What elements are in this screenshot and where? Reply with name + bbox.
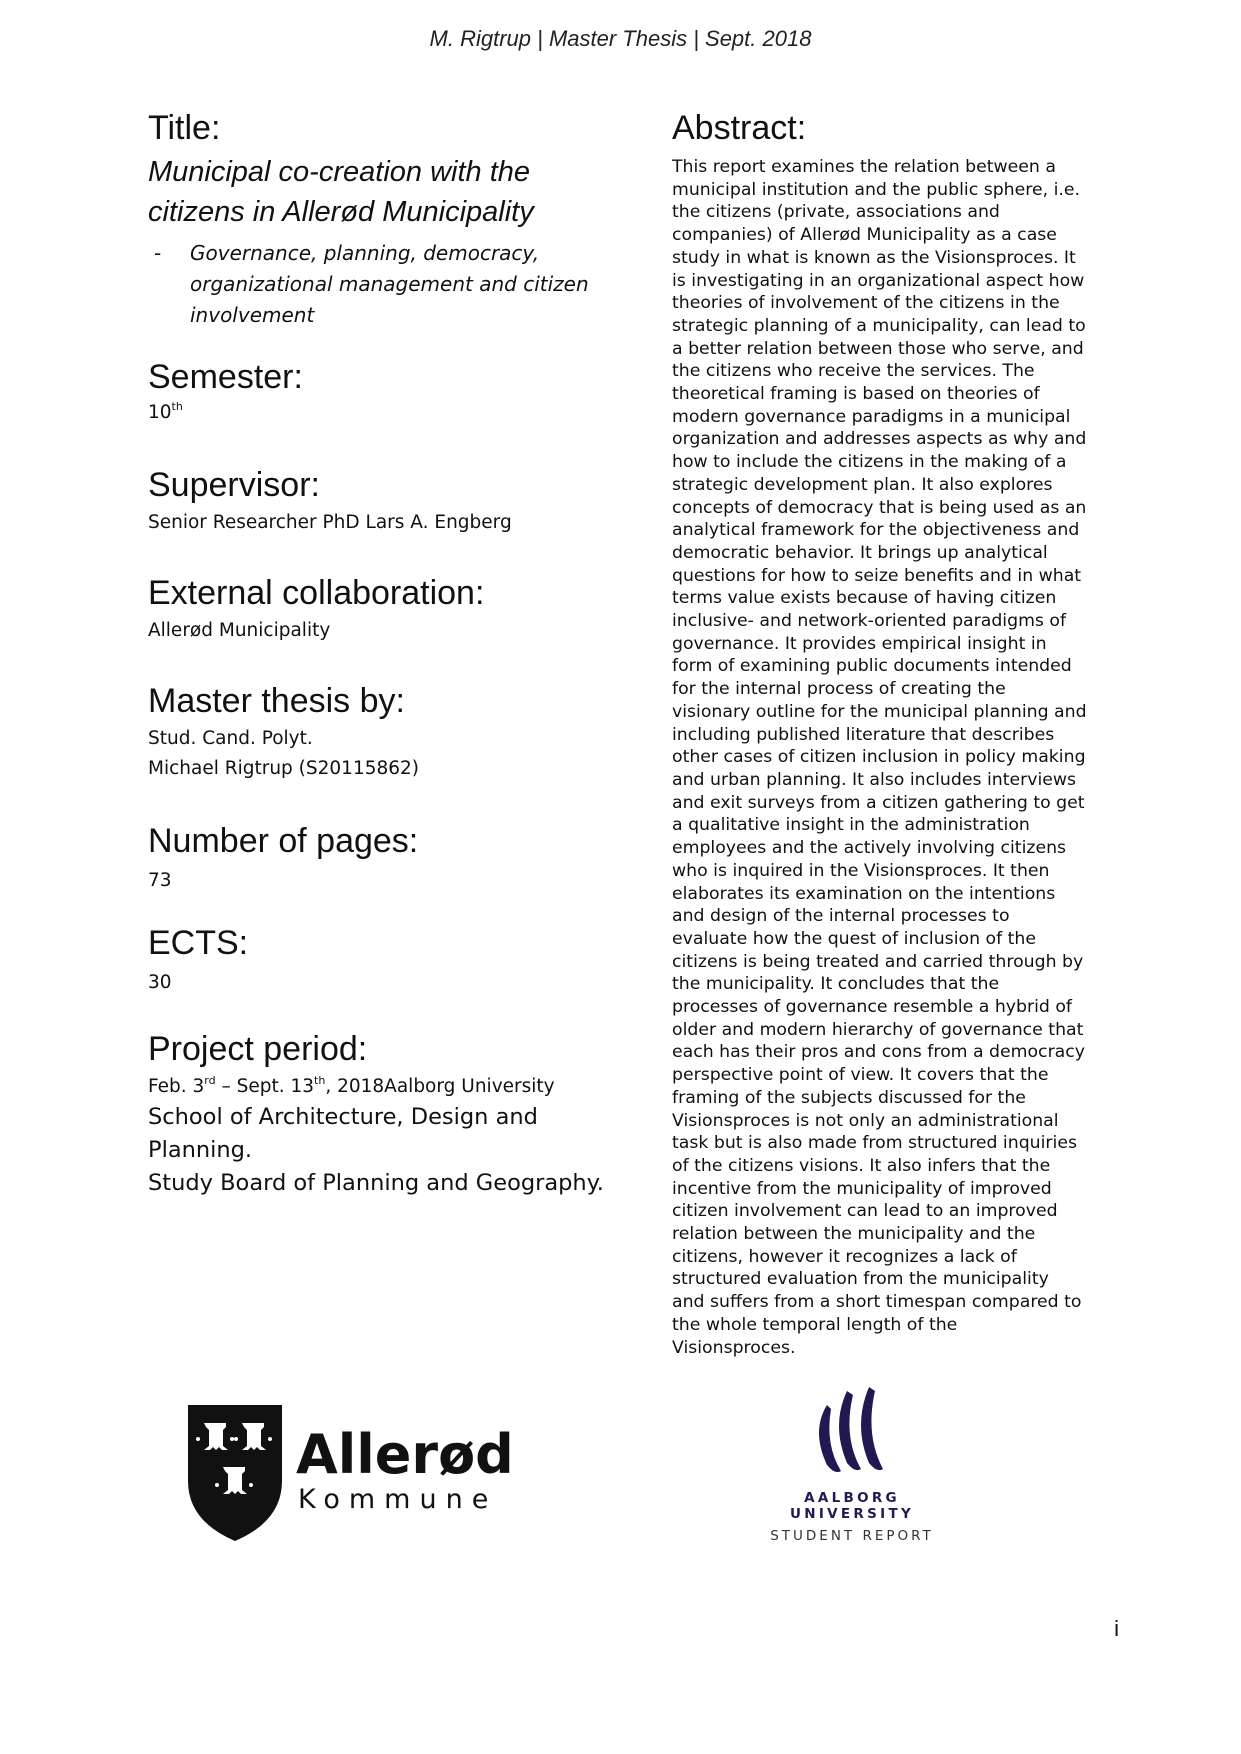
- abstract-line: task but is also made from structured inquiries: [672, 1133, 1077, 1154]
- abstract-line: form of examining public documents intended: [672, 656, 1072, 677]
- thesis-title-line: Municipal co-creation with the: [148, 156, 531, 188]
- aau-student-report: STUDENT REPORT: [770, 1528, 934, 1544]
- abstract-line: terms value exists because of having citizen: [672, 588, 1057, 609]
- abstract-line: perspective point of view. It covers that the: [672, 1065, 1049, 1086]
- pages-heading: Number of pages:: [148, 822, 419, 860]
- metadata-column: [148, 108, 618, 1200]
- abstract-line: the citizens (private, associations and: [672, 202, 1000, 223]
- period-year-university: , 2018Aalborg University: [325, 1076, 555, 1097]
- author-line: Michael Rigtrup (S20115862): [148, 758, 420, 779]
- institution-line: Study Board of Planning and Geography.: [148, 1170, 604, 1196]
- abstract-line: democratic behavior. It brings up analytical: [672, 542, 1048, 563]
- aau-wave-icon: [807, 1385, 897, 1477]
- abstract-line: and design of the internal processes to: [672, 906, 1010, 927]
- abstract-line: companies) of Allerød Municipality as a case: [672, 225, 1057, 246]
- institution-line: Planning.: [148, 1137, 253, 1163]
- subtitle-dash: -: [154, 241, 162, 265]
- abstract-line: evaluate how the quest of inclusion of the: [672, 928, 1037, 949]
- abstract-line: of the citizens visions. It also infers that the: [672, 1155, 1051, 1176]
- abstract-line: older and modern hierarchy of governance that: [672, 1019, 1084, 1040]
- abstract-line: and exit surveys from a citizen gathering to get: [672, 792, 1085, 813]
- abstract-line: employees and the actively involving citizens: [672, 838, 1067, 859]
- abstract-line: strategic planning of a municipality, can lead to: [672, 315, 1086, 336]
- abstract-line: and suffers from a short timespan compared to: [672, 1292, 1082, 1313]
- abstract-line: citizens, however it recognizes a lack of: [672, 1246, 1017, 1267]
- abstract-line: theoretical framing is based on theories of: [672, 384, 1040, 405]
- subtitle-line: organizational management and citizen: [190, 272, 589, 296]
- abstract-line: who is inquired in the Visionsproces. It then: [672, 860, 1050, 881]
- project-period-heading: Project period:: [148, 1030, 368, 1068]
- abstract-line: strategic development plan. It also explores: [672, 474, 1053, 495]
- abstract-line: This report examines the relation between a: [672, 157, 1056, 177]
- period-end-suffix: th: [314, 1074, 326, 1087]
- abstract-line: the whole temporal length of the: [672, 1314, 958, 1335]
- abstract-line: and urban planning. It also includes interviews: [672, 769, 1077, 790]
- abstract-line: a better relation between those who serve, and: [672, 338, 1084, 359]
- semester-suffix: th: [171, 400, 183, 413]
- aalborg-university-logo: [742, 1385, 962, 1555]
- abstract-line: structured evaluation from the municipality: [672, 1269, 1049, 1290]
- abstract-line: processes of governance resemble a hybrid of: [672, 997, 1072, 1018]
- abstract-line: the citizens who receive the services. The: [672, 361, 1035, 382]
- subtitle-line: involvement: [190, 303, 315, 327]
- allerod-wordmark: Allerød: [296, 1423, 514, 1486]
- allerod-coat-of-arms-icon: [186, 1403, 526, 1543]
- abstract-line: Visionsproces.: [672, 1337, 796, 1358]
- abstract-line: for the internal process of creating the: [672, 679, 1006, 700]
- period-start: Feb. 3: [148, 1076, 205, 1097]
- abstract-line: modern governance paradigms in a municipal: [672, 406, 1071, 427]
- abstract-line: study in what is known as the Visionsproces. It: [672, 247, 1076, 268]
- external-collaboration-heading: External collaboration:: [148, 574, 485, 612]
- thesis-subtitle: [148, 238, 618, 331]
- ects-value: 30: [148, 972, 172, 993]
- semester-number: 10: [148, 402, 172, 423]
- abstract-line: other cases of citizen inclusion in policy making: [672, 747, 1086, 768]
- abstract-line: municipal institution and the public sphere, i.e.: [672, 179, 1081, 200]
- abstract-line: each has their pros and cons from a democracy: [672, 1042, 1085, 1063]
- abstract-heading: Abstract:: [672, 109, 807, 147]
- institution-line: School of Architecture, Design and: [148, 1104, 538, 1130]
- author-line: Stud. Cand. Polyt.: [148, 728, 313, 749]
- abstract-line: incentive from the municipality of improved: [672, 1178, 1052, 1199]
- abstract-column: [672, 108, 1142, 1359]
- running-header: M. Rigtrup | Master Thesis | Sept. 2018: [429, 26, 812, 51]
- ects-heading: ECTS:: [148, 924, 249, 962]
- abstract-line: governance. It provides empirical insight in: [672, 633, 1047, 654]
- abstract-line: relation between the municipality and the: [672, 1224, 1036, 1245]
- pages-value: 73: [148, 870, 172, 891]
- title-heading: Title:: [148, 109, 221, 147]
- abstract-line: analytical framework for the objectiveness and: [672, 520, 1080, 541]
- abstract-line: inclusive- and network-oriented paradigms of: [672, 611, 1067, 632]
- project-period-value: [148, 1073, 618, 1101]
- kommune-wordmark: Kommune: [298, 1484, 498, 1515]
- semester-heading: Semester:: [148, 358, 303, 396]
- abstract-line: framing of the subjects discussed for the: [672, 1087, 1026, 1108]
- thesis-title: [148, 152, 618, 232]
- allerod-kommune-logo: [186, 1403, 526, 1543]
- period-end: – Sept. 13: [215, 1076, 315, 1097]
- external-collaboration-value: Allerød Municipality: [148, 620, 331, 641]
- abstract-line: citizen involvement can lead to an improved: [672, 1201, 1058, 1222]
- abstract-line: Visionsproces is not only an administrational: [672, 1110, 1059, 1131]
- abstract-line: concepts of democracy that is being used as an: [672, 497, 1087, 518]
- abstract-line: theories of involvement of the citizens in the: [672, 293, 1060, 314]
- abstract-line: a qualitative insight in the administration: [672, 815, 1030, 836]
- abstract-line: how to include the citizens in the making of a: [672, 452, 1067, 473]
- abstract-text: [672, 156, 1142, 1359]
- abstract-line: questions for how to seize benefits and in what: [672, 565, 1082, 586]
- abstract-line: visionary outline for the municipal planning and: [672, 701, 1087, 722]
- aau-name: AALBORG UNIVERSITY: [789, 1490, 915, 1522]
- abstract-line: is investigating in an organizational aspect how: [672, 270, 1085, 291]
- abstract-line: the municipality. It concludes that the: [672, 974, 1000, 995]
- page-number: i: [1114, 1616, 1119, 1641]
- period-start-suffix: rd: [204, 1074, 216, 1087]
- author-heading: Master thesis by:: [148, 682, 405, 720]
- thesis-title-line: citizens in Allerød Municipality: [148, 196, 534, 228]
- semester-value: [148, 399, 618, 427]
- abstract-line: elaborates its examination on the intentions: [672, 883, 1056, 904]
- subtitle-line: Governance, planning, democracy,: [190, 241, 540, 265]
- abstract-line: including published literature that describes: [672, 724, 1055, 745]
- supervisor-heading: Supervisor:: [148, 466, 320, 504]
- supervisor-value: Senior Researcher PhD Lars A. Engberg: [148, 512, 512, 533]
- abstract-line: citizens is being treated and carried through by: [672, 951, 1084, 972]
- abstract-line: organization and addresses aspects as why and: [672, 429, 1087, 450]
